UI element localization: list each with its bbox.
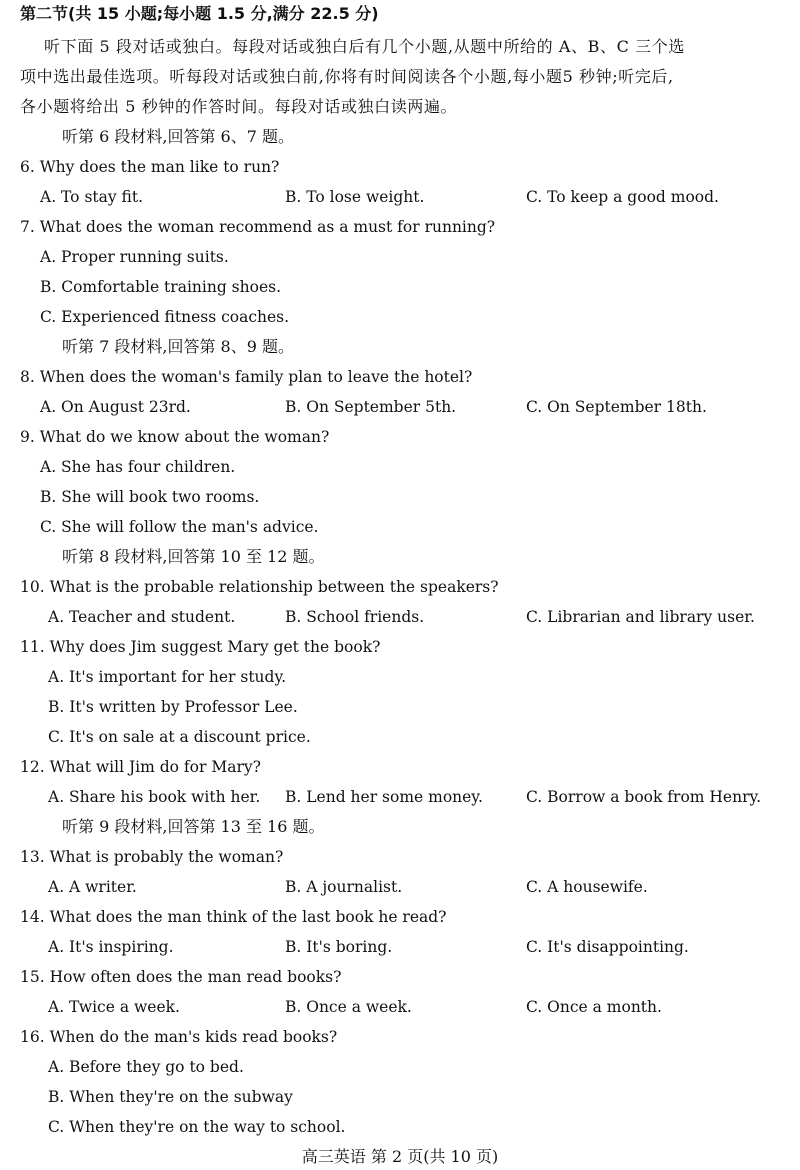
question-14-stem: 14. What does the man think of the last book he read?: [20, 908, 447, 926]
instructions-line-2: 项中选出最佳选项。听每段对话或独白前,你将有时间阅读各个小题,每小题5 秒钟;听完后,: [20, 67, 674, 86]
question-16-option-b[interactable]: B. When they're on the subway: [48, 1088, 293, 1106]
material-6-heading: 听第 6 段材料,回答第 6、7 题。: [62, 127, 294, 146]
question-10-option-b[interactable]: B. School friends.: [285, 608, 425, 626]
question-15-option-b[interactable]: B. Once a week.: [285, 998, 412, 1016]
question-12-option-a[interactable]: A. Share his book with her.: [48, 788, 261, 806]
question-9-option-b[interactable]: B. She will book two rooms.: [40, 488, 260, 506]
question-9-option-c[interactable]: C. She will follow the man's advice.: [40, 518, 319, 536]
question-6-option-c[interactable]: C. To keep a good mood.: [526, 188, 719, 206]
question-9-option-a[interactable]: A. She has four children.: [40, 458, 236, 476]
question-11-option-c[interactable]: C. It's on sale at a discount price.: [48, 728, 311, 746]
question-7-option-b[interactable]: B. Comfortable training shoes.: [40, 278, 281, 296]
question-8-option-b[interactable]: B. On September 5th.: [285, 398, 457, 416]
instructions-line-1: 听下面 5 段对话或独白。每段对话或独白后有几个小题,从题中所给的 A、B、C 三个选: [44, 37, 685, 56]
question-6-stem: 6. Why does the man like to run?: [20, 158, 280, 176]
question-10-stem: 10. What is the probable relationship between the speakers?: [20, 578, 499, 596]
question-10-option-a[interactable]: A. Teacher and student.: [48, 608, 236, 626]
question-13-option-a[interactable]: A. A writer.: [48, 878, 137, 896]
question-14-option-a[interactable]: A. It's inspiring.: [48, 938, 174, 956]
question-16-stem: 16. When do the man's kids read books?: [20, 1028, 338, 1046]
question-16-option-c[interactable]: C. When they're on the way to school.: [48, 1118, 346, 1136]
question-14-option-c[interactable]: C. It's disappointing.: [526, 938, 689, 956]
question-11-option-a[interactable]: A. It's important for her study.: [48, 668, 287, 686]
question-6-option-a[interactable]: A. To stay fit.: [40, 188, 144, 206]
question-13-option-b[interactable]: B. A journalist.: [285, 878, 403, 896]
material-8-heading: 听第 8 段材料,回答第 10 至 12 题。: [62, 547, 325, 566]
question-8-option-a[interactable]: A. On August 23rd.: [40, 398, 191, 416]
question-8-stem: 8. When does the woman's family plan to leave the hotel?: [20, 368, 473, 386]
question-12-option-c[interactable]: C. Borrow a book from Henry.: [526, 788, 762, 806]
question-13-option-c[interactable]: C. A housewife.: [526, 878, 648, 896]
question-11-stem: 11. Why does Jim suggest Mary get the book?: [20, 638, 381, 656]
question-16-option-a[interactable]: A. Before they go to bed.: [48, 1058, 244, 1076]
question-7-option-c[interactable]: C. Experienced fitness coaches.: [40, 308, 290, 326]
question-15-option-a[interactable]: A. Twice a week.: [48, 998, 180, 1016]
question-10-option-c[interactable]: C. Librarian and library user.: [526, 608, 755, 626]
material-7-heading: 听第 7 段材料,回答第 8、9 题。: [62, 337, 294, 356]
question-12-stem: 12. What will Jim do for Mary?: [20, 758, 261, 776]
question-7-stem: 7. What does the woman recommend as a must for running?: [20, 218, 496, 236]
question-15-stem: 15. How often does the man read books?: [20, 968, 342, 986]
question-7-option-a[interactable]: A. Proper running suits.: [40, 248, 229, 266]
question-9-stem: 9. What do we know about the woman?: [20, 428, 330, 446]
question-11-option-b[interactable]: B. It's written by Professor Lee.: [48, 698, 298, 716]
section-heading: 第二节(共 15 小题;每小题 1.5 分,满分 22.5 分): [20, 4, 379, 23]
question-6-option-b[interactable]: B. To lose weight.: [285, 188, 425, 206]
question-15-option-c[interactable]: C. Once a month.: [526, 998, 662, 1016]
page-footer: 高三英语 第 2 页(共 10 页): [301, 1147, 499, 1166]
question-13-stem: 13. What is probably the woman?: [20, 848, 284, 866]
material-9-heading: 听第 9 段材料,回答第 13 至 16 题。: [62, 817, 325, 836]
question-8-option-c[interactable]: C. On September 18th.: [526, 398, 707, 416]
question-14-option-b[interactable]: B. It's boring.: [285, 938, 393, 956]
instructions-line-3: 各小题将给出 5 秒钟的作答时间。每段对话或独白读两遍。: [20, 97, 458, 116]
question-12-option-b[interactable]: B. Lend her some money.: [285, 788, 483, 806]
